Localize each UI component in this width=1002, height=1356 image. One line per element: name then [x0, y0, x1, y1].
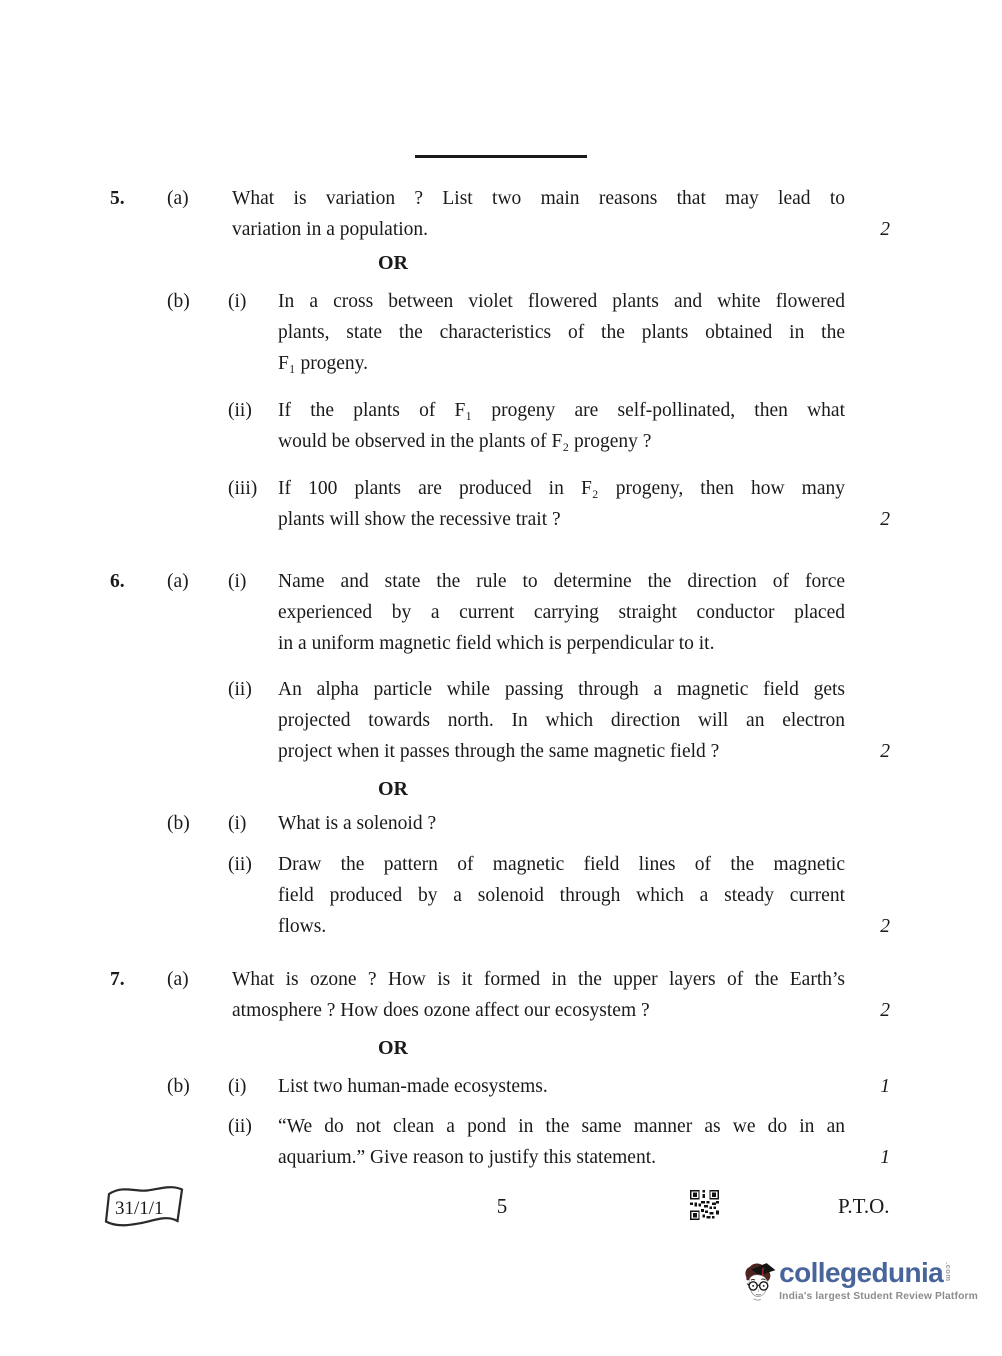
- part-label: (a): [167, 188, 189, 209]
- roman-label: (iii): [228, 478, 258, 499]
- text-line: Name and state the rule to determine the direction of force: [278, 571, 845, 592]
- question-text: [278, 566, 845, 659]
- question-number: 5.: [110, 188, 125, 209]
- question-text: [228, 964, 845, 1026]
- text-line: What is variation ? List two main reasons that may lead to: [232, 188, 845, 209]
- text-line: If the plants of F₁ progeny are self-pollinated, then what: [278, 400, 845, 421]
- question-7a: [110, 964, 890, 1026]
- question-text: [228, 183, 845, 245]
- roman-label: (i): [228, 291, 247, 312]
- text-line: In a cross between violet flowered plants and white flowered: [278, 291, 845, 312]
- qr-code-icon: [690, 1190, 719, 1225]
- question-text: [278, 849, 845, 942]
- text-line: project when it passes through the same magnetic field ?: [278, 741, 720, 762]
- page-number: 5: [496, 1194, 508, 1218]
- part-label: (a): [167, 571, 189, 592]
- collegedunia-logo: [742, 1246, 978, 1326]
- text-line: Draw the pattern of magnetic field lines of the magnetic: [278, 854, 845, 875]
- question-6a-i: [110, 566, 890, 659]
- marks: 1: [880, 1147, 890, 1168]
- question-5b-i: [110, 286, 890, 379]
- question-6b-i: [110, 808, 890, 839]
- text-line: An alpha particle while passing through a magnetic field gets: [278, 679, 845, 700]
- marks: 2: [880, 741, 890, 762]
- question-5b-iii: [110, 473, 890, 535]
- text-line: atmosphere ? How does ozone affect our ecosystem ?: [232, 1000, 650, 1021]
- roman-label: (ii): [228, 400, 252, 421]
- question-number: 7.: [110, 969, 125, 990]
- or-separator: OR: [378, 1037, 408, 1059]
- text-line: in a uniform magnetic field which is perpendicular to it.: [278, 633, 715, 654]
- question-5a: [110, 183, 890, 245]
- text-line: flows.: [278, 916, 327, 937]
- roman-label: (ii): [228, 679, 252, 700]
- question-6a-ii: [110, 674, 890, 767]
- part-label: (b): [167, 291, 190, 312]
- or-separator: OR: [378, 778, 408, 800]
- questions-area: [110, 183, 890, 1173]
- roman-label: (i): [228, 1076, 247, 1097]
- or-separator: OR: [378, 252, 408, 274]
- text-line: What is a solenoid ?: [278, 813, 437, 834]
- question-5b-ii: [110, 395, 890, 457]
- marks: 2: [880, 219, 890, 240]
- question-text: [278, 1071, 845, 1102]
- part-label: (b): [167, 813, 190, 834]
- question-text: [278, 808, 845, 839]
- text-line: would be observed in the plants of F₂ progeny ?: [278, 431, 652, 452]
- roman-label: (ii): [228, 854, 252, 875]
- text-line: plants will show the recessive trait ?: [278, 509, 561, 530]
- paper-code: 31/1/1: [115, 1198, 164, 1219]
- collegedunia-mascot-icon: [742, 1246, 777, 1320]
- question-7b-i: [110, 1071, 890, 1102]
- question-text: [278, 1111, 845, 1173]
- text-line: “We do not clean a pond in the same manner as we do in an: [278, 1116, 845, 1137]
- paper-code-flag: [103, 1181, 187, 1236]
- question-number: 6.: [110, 571, 125, 592]
- text-line: experienced by a current carrying straight conductor placed: [278, 602, 845, 623]
- text-line: What is ozone ? How is it formed in the upper layers of the Earth’s: [232, 969, 845, 990]
- text-line: projected towards north. In which direction will an electron: [278, 710, 845, 731]
- marks: 2: [880, 916, 890, 937]
- marks: 2: [880, 1000, 890, 1021]
- brand-textbox: [779, 1259, 978, 1302]
- marks: 1: [880, 1076, 890, 1097]
- text-line: If 100 plants are produced in F₂ progeny, then how many: [278, 478, 845, 499]
- brand-tld: .com: [944, 1262, 954, 1282]
- brand-name: collegedunia: [779, 1257, 944, 1288]
- text-line: aquarium.” Give reason to justify this statement.: [278, 1147, 656, 1168]
- section-divider: [415, 155, 587, 158]
- part-label: (b): [167, 1076, 190, 1097]
- roman-label: (ii): [228, 1116, 252, 1137]
- pto-label: P.T.O.: [838, 1194, 890, 1218]
- question-text: [278, 286, 845, 379]
- text-line: variation in a population.: [232, 219, 429, 240]
- roman-label: (i): [228, 813, 247, 834]
- question-text: [278, 395, 845, 457]
- question-text: [278, 674, 845, 767]
- question-6b-ii: [110, 849, 890, 942]
- text-line: List two human-made ecosystems.: [278, 1076, 548, 1097]
- question-7b-ii: [110, 1111, 890, 1173]
- question-text: [278, 473, 845, 535]
- text-line: F₁ progeny.: [278, 353, 369, 374]
- marks: 2: [880, 509, 890, 530]
- part-label: (a): [167, 969, 189, 990]
- text-line: plants, state the characteristics of the plants obtained in the: [278, 322, 845, 343]
- text-line: field produced by a solenoid through which a steady current: [278, 885, 845, 906]
- roman-label: (i): [228, 571, 247, 592]
- brand-tagline: India's largest Student Review Platform: [779, 1291, 978, 1302]
